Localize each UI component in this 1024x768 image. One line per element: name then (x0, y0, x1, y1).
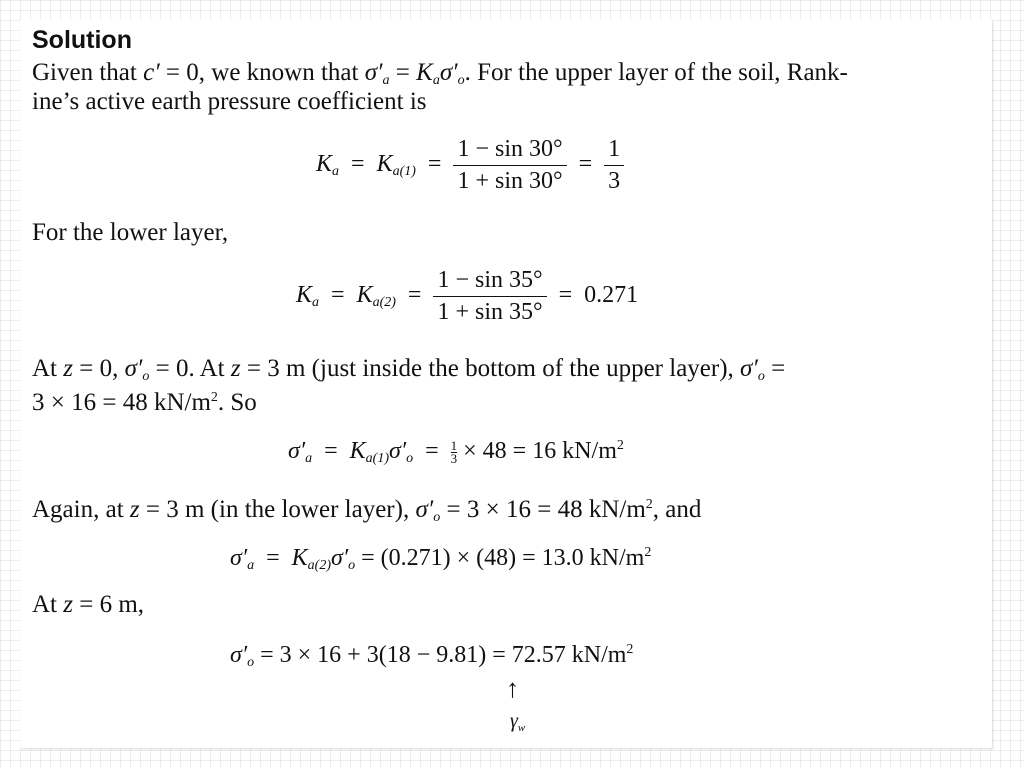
at-z0-line-1: At z = 0, $\sigma'_o = 0$. At z = 3 m (just inside the bottom of the upper layer), $\sigma'_o$ = (32, 355, 786, 384)
fraction-sin35: $\frac{1 - \sin 35^\circ}{1 + \sin 35^\circ}$ (433, 267, 546, 326)
solution-page (20, 20, 992, 748)
small-fraction-one-third: $\frac{1}{3}$ (450, 437, 458, 466)
intro-line-1: Given that c′ = 0, we known that $\sigma'_a = K_a\sigma'_o$. For the upper layer of the soil, Rank- (32, 59, 848, 88)
intro-line-2: ine’s active earth pressure coefficient is (32, 88, 427, 115)
at-z6-line: At z = 6 m, (32, 591, 145, 618)
solution-heading: Solution (32, 26, 132, 54)
again-line: Again, at z = 3 m (in the lower layer), $\sigma'_o = 3 \times 16 = 48$ $kN/m^2$, and (32, 496, 702, 525)
equation-sigma-o-6m: $\sigma'_o = 3 \times 16 + 3(18 - 9.81) = 72.57$ $kN/m^2$ (230, 642, 634, 670)
gamma-w-label: $\gamma_w$ (510, 710, 526, 734)
equation-sigma-a-upper: $\sigma'_a = K_{a(1)}\sigma'_o$ = $\frac{1}{3}$ × 48 = 16 $kN/m^2$ (288, 437, 624, 466)
up-arrow-icon: ↑ (506, 674, 519, 703)
fraction-one-third: $\frac{1}{3}$ (604, 136, 624, 195)
equation-ka1: $K_a = K_{a(1)}$ = $\frac{1 - \sin 30^\circ}{1 + \sin 30^\circ}$ = $\frac{1}{3}$ (316, 136, 624, 195)
at-z0-line-2: 3 × 16 = 48 $kN/m^2$. So (32, 389, 257, 416)
fraction-sin30: $\frac{1 - \sin 30^\circ}{1 + \sin 30^\circ}$ (453, 136, 566, 195)
lower-layer-label: For the lower layer, (32, 219, 229, 246)
equation-ka2: $K_a = K_{a(2)}$ = $\frac{1 - \sin 35^\circ}{1 + \sin 35^\circ}$ = 0.271 (296, 267, 639, 325)
equation-sigma-a-lower: $\sigma'_a = K_{a(2)}\sigma'_o = (0.271) \times (48) = 13.0$ $kN/m^2$ (230, 545, 652, 573)
